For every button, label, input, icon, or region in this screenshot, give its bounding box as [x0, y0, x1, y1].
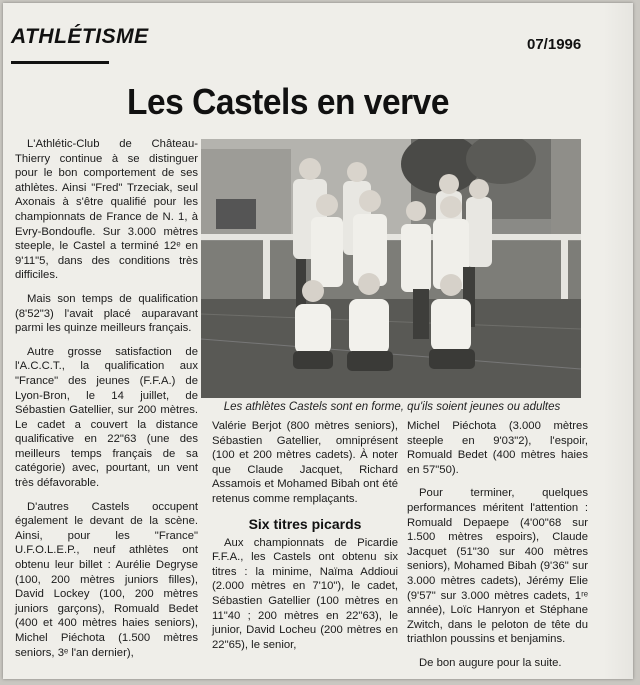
paragraph: L'Athlétic-Club de Château-Thierry continue à se distinguer pour le bon comportement de ses athlètes. Ainsi "Fred" Trzeciak, seul Axonais à s'être qualifié pour les championnats de France de N. 1, à Evry-Bondoufle. Sur 3.000 mètres steeple, le Castel a terminé 12ᵉ en 9'11"5, dans des conditions très difficiles. [15, 138, 198, 282]
article-column-middle [212, 419, 398, 661]
photo-caption: Les athlètes Castels sont en forme, qu'ils soient jeunes ou adultes [223, 401, 561, 413]
paragraph: Valérie Berjot (800 mètres seniors), Sébastien Gatellier, omniprésent (100 et 200 mètres cadets). À noter que Claude Jacquet, Richard Assamois et Mohamed Bibah ont été retenus comme remplaçants. [212, 420, 398, 505]
article-headline: Les Castels en verve [126, 81, 449, 122]
team-photo [201, 139, 581, 398]
team-photo-illustration [201, 139, 581, 398]
newspaper-clipping [3, 3, 633, 679]
paragraph: Aux championnats de Picardie F.F.A., les Castels ont obtenu six titres : la minime, Naïma Addioui (2.000 mètres en 7'10"), le cadet, Sébastien Gatellier (100 mètres en 11"40 ; 200 mètres en 22"63), le junior, David Locheu (200 mètres en 22"65), le senior, [212, 536, 398, 651]
paragraph: Michel Piéchota (3.000 mètres steeple en 9'03"2), l'espoir, Romuald Bedet (400 mètres haies en 57"50). [407, 420, 588, 476]
rubric-underline [11, 61, 109, 64]
paragraph: Pour terminer, quelques performances méritent l'attention : Romuald Depaepe (4'00"68 sur 1.500 mètres espoirs), Claude Jacquet (51"30 sur 400 mètres seniors), Mohamed Bibah (9'36" sur 3.000 mètres cadets), Jérémy Elie (9'57" sur 3.000 mètres cadets, 1ʳᵉ année), Loïc Hanryon et Stéphane Zwitch, dans le peloton de tête du triathlon poussins et benjamins. [407, 487, 588, 646]
section-rubric: ATHLÉTISME [11, 25, 149, 48]
paragraph: Autre grosse satisfaction de l'A.C.C.T., la qualification aux "France" des jeunes (F.F.A.) de Lyon-Bron, le 14 juillet, de Sébastien Gatellier, sur 200 mètres. Le cadet a couvert la distance qualificative en 22"63 (une des meilleurs temps français de sa catégorie) avec, pourtant, un vent très défavorable. [15, 345, 198, 490]
bleed-through-shade [603, 3, 633, 679]
paragraph: De bon augure pour la suite. [419, 656, 562, 669]
paragraph: Mais son temps de qualification (8'52"3) l'avait placé auparavant parmi les quinze meilleurs français. [15, 292, 198, 335]
article-column-left [15, 137, 198, 669]
subheading: Six titres picards [248, 515, 362, 532]
article-column-right [407, 419, 588, 679]
paragraph: D'autres Castels occupent également le devant de la scène. Ainsi, pour les "France" U.F.O.L.E.P., neuf athlètes ont obtenu leur billet : Aurélie Degryse (100, 200 mètres juniors filles), David Lockey (100, 200 mètres juniors garçons), Romuald Bedet (400 et 400 mètres haies seniors), Michel Piéchota (1.500 mètres seniors, 3ᵉ l'an dernier), [15, 500, 198, 659]
publication-date: 07/1996 [527, 36, 582, 53]
